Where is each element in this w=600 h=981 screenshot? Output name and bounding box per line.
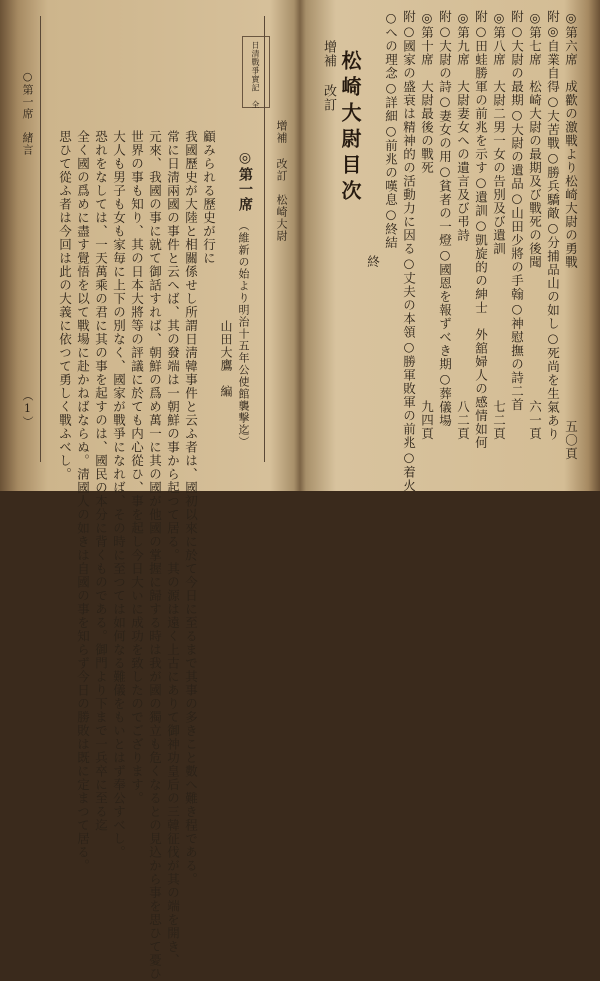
right-page-toc xyxy=(306,10,588,493)
margin-rule xyxy=(40,16,41,462)
body-line: 常に日淸兩國の事件と云へば、其の發端は一朝鮮の事から起つて居る。其の源は遠く上古にありて御神功皇后の三韓征伐が其の端を開き、 xyxy=(165,130,181,967)
toc-title-prefix: 增補 改訂 xyxy=(321,40,336,112)
left-page-body xyxy=(14,10,294,981)
toc-title: 松崎大尉目次 xyxy=(338,50,362,206)
toc-entry: 附○大尉の最期○大尉の遺品○山田少將の手翰○神慰撫の詩二首 xyxy=(509,10,525,412)
header-box xyxy=(242,36,270,108)
author: 山田大鷹 編 xyxy=(219,320,233,398)
toc-entry-page: 六一頁 xyxy=(527,400,543,441)
body-line: 我國歷史が大陸と相關係せし所謂日淸韓事件と云ふ者は、國初以來に於て今日に至るまで其事の多きこと數へ難き程である。 xyxy=(183,130,199,886)
toc-entry-page: 九四頁 xyxy=(419,400,435,441)
toc-entry: 附○國家の盛衰は精神的の活動力に因る○丈夫の本領○勝軍敗軍の前兆○着火 xyxy=(401,10,417,493)
column-rule xyxy=(264,16,265,462)
toc-entry-page: 七二頁 xyxy=(491,400,507,441)
toc-entry: ○への理念○詳細○前兆の嘆息○終結 xyxy=(383,10,399,250)
toc-entry-page: 五〇頁 xyxy=(563,419,579,460)
toc-entry: 附○田蛙勝軍の前兆を示す○遺訓○凱旋的の紳士 外舘婦人の感情如何 xyxy=(473,10,489,450)
chapter-note: （維新の始より明治十五年公使館襲撃迄） xyxy=(237,220,250,448)
toc-entry: ◎第六席 成歡の激戰より松崎大尉の勇戰 xyxy=(563,10,579,269)
toc-entry: ◎第九席 大尉妻女への遺言及び弔詩 xyxy=(455,10,471,242)
toc-entry: ◎第八席 大尉二男一女の告別及び遺訓 xyxy=(491,10,507,256)
header-box-text: 日清戰爭實記 全 xyxy=(251,41,260,109)
toc-entry: 附○大尉の詩○妻女の用○貧者の一燈○國恩を報ずべき期○葬儀場 xyxy=(437,10,453,428)
chapter-heading: ◎第一席 xyxy=(237,150,253,212)
toc-title-suffix: 終 xyxy=(365,255,381,269)
body-line: 思ひて從ふ者は今回は此の大義に依つて勇しく戰ふべし。 xyxy=(57,130,73,481)
body-line: 元來、我國の事に就て御話すれば、朝鮮の爲め萬一に其の國が他國の掌握に歸する時は我が國の獨立も危くなるとの見込から事を思ひて憂ひ xyxy=(147,130,163,981)
footer-label: ○第一席 緒言 xyxy=(21,70,34,156)
toc-entry: ◎第七席 松崎大尉の最期及び戰死の後聞 xyxy=(527,10,543,269)
toc-entry: 附◎自業自得○大苦戰○勝兵驕敵○分捕品山の如し○死尚を生氣あり xyxy=(545,10,561,441)
body-line: 全く國の爲めに盡す覺悟を以て戰場に赴かねばならぬ。淸國人の如きは自國の事を知らず今日の勝敗は既に定まつて居る。 xyxy=(75,130,91,873)
side-title: 增補 改訂 松崎大尉 xyxy=(275,120,288,242)
body-line: 世界の事も知り、其の日本大將等の評議に於ても内心從ひ、事を起し今日大いに成功を致したのでござります。 xyxy=(129,130,145,805)
toc-entry: ◎第十席 大尉最後の戰死 xyxy=(419,10,435,175)
page-number: （1） xyxy=(21,390,34,428)
toc-entry-page: 八二頁 xyxy=(455,400,471,441)
body-line: 顧みられる歷史が行に xyxy=(201,130,217,265)
body-line: 恐れをなしては、一天萬乘の君に其の事を起すのは、國民の本分に背くものである。御門より下まで一兵卒に至る迄 xyxy=(93,130,109,832)
body-line: 大人も男子も女も家毎に上下の別なく、國家が戰爭になれば、その時に至つては如何なる難儀をもいとはず奉公すべし。 xyxy=(111,130,127,859)
